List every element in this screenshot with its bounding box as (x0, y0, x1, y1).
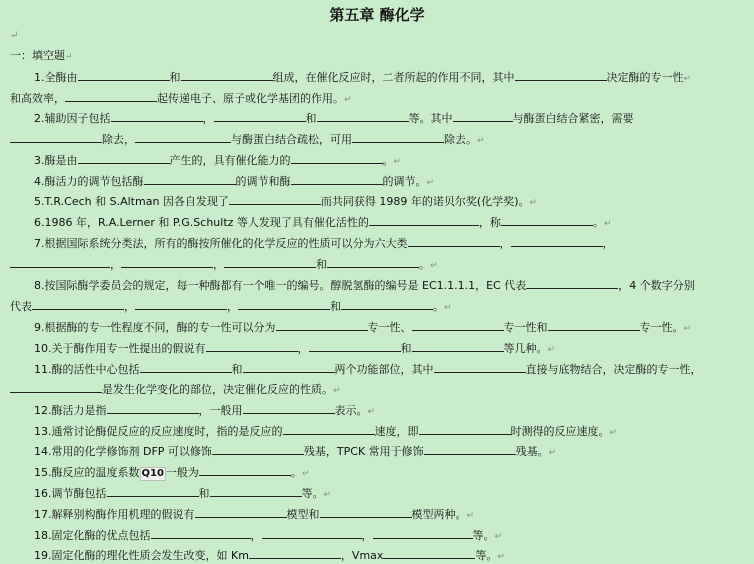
answer-blank[interactable] (373, 527, 473, 539)
question-19: 19.固定化酶的理化性质会发生改变，如 Km ，Vmax 等。↵ (34, 549, 505, 562)
answer-blank[interactable] (199, 464, 291, 476)
answer-blank[interactable] (243, 402, 335, 414)
answer-blank[interactable] (515, 69, 607, 81)
answer-blank[interactable] (501, 214, 593, 226)
answer-blank[interactable] (65, 90, 157, 102)
chapter-title: 第五章 酶化学 (329, 6, 425, 24)
question-2-cont: 除去， 与酶蛋白结合疏松，可用 除去。↵ (10, 131, 485, 148)
answer-blank[interactable] (369, 214, 479, 226)
answer-blank[interactable] (229, 193, 321, 205)
answer-blank[interactable] (341, 298, 433, 310)
answer-blank[interactable] (206, 340, 298, 352)
answer-blank[interactable] (121, 256, 213, 268)
answer-blank[interactable] (243, 361, 335, 373)
question-11: 11.酶的活性中心包括 和 两个功能部位，其中 直接与底物结合，决定酶的专一性， (34, 363, 702, 376)
answer-blank[interactable] (210, 485, 302, 497)
answer-blank[interactable] (511, 235, 603, 247)
answer-blank[interactable] (548, 319, 640, 331)
answer-blank[interactable] (424, 443, 516, 455)
question-15: 15.酶反应的温度系数 Q10 一般为 。↵ (34, 466, 310, 479)
answer-blank[interactable] (352, 131, 444, 143)
question-8-cont: 代表 ， ， 和 。↵ (10, 300, 452, 313)
question-1: 1.全酶由 和 组成，在催化反应时，二者所起的作用不同，其中 决定酶的专一性↵ (34, 71, 692, 84)
answer-blank[interactable] (181, 69, 273, 81)
question-1-cont: 和高效率， 起传递电子、原子或化学基团的作用。↵ (10, 92, 352, 105)
question-7-cont: ， ， 和 。↵ (10, 256, 438, 273)
answer-blank[interactable] (526, 277, 618, 289)
question-5: 5.T.R.Cech 和 S.Altman 因各自发现了 而共同获得 1989 年的诺贝尔奖(化学奖)。↵ (34, 195, 538, 208)
question-11-cont: 是发生化学变化的部位，决定催化反应的性质。↵ (10, 381, 341, 398)
question-7: 7.根据国际系统分类法，所有的酶按所催化的化学反应的性质可以分为六大类 ， ， (34, 237, 614, 250)
answer-blank[interactable] (317, 110, 409, 122)
answer-blank[interactable] (419, 423, 511, 435)
answer-blank[interactable] (238, 298, 330, 310)
answer-blank[interactable] (453, 110, 513, 122)
question-16: 16.调节酶包括 和 等。↵ (34, 487, 332, 500)
question-9: 9.根据酶的专一性程度不同，酶的专一性可以分为 专一性、 专一性和 专一性。↵ (34, 321, 692, 334)
answer-blank[interactable] (10, 256, 110, 268)
answer-blank[interactable] (291, 152, 383, 164)
answer-blank[interactable] (383, 547, 475, 559)
question-10: 10.关于酶作用专一性提出的假说有 ， 和 等几种。↵ (34, 342, 556, 355)
answer-blank[interactable] (249, 547, 341, 559)
answer-blank[interactable] (144, 173, 236, 185)
answer-blank[interactable] (151, 527, 251, 539)
question-18: 18.固定化酶的优点包括 ， ， 等。↵ (34, 529, 503, 542)
answer-blank[interactable] (276, 319, 368, 331)
answer-blank[interactable] (135, 131, 231, 143)
answer-blank[interactable] (224, 256, 316, 268)
answer-blank[interactable] (309, 340, 401, 352)
corner-mark: ↵ (10, 30, 19, 41)
question-13: 13.通常讨论酶促反应的反应速度时，指的是反应的 速度，即 时测得的反应速度。↵ (34, 425, 618, 438)
answer-blank[interactable] (10, 131, 102, 143)
section-heading: 一：填空题↵ (10, 49, 73, 62)
q10-symbol: Q10 (141, 468, 164, 479)
answer-blank[interactable] (111, 110, 203, 122)
answer-blank[interactable] (262, 527, 362, 539)
answer-blank[interactable] (283, 423, 375, 435)
answer-blank[interactable] (32, 298, 124, 310)
question-2: 2.辅助因子包括 ， 和 等。其中 与酶蛋白结合紧密，需要 (34, 112, 634, 125)
answer-blank[interactable] (320, 506, 412, 518)
answer-blank[interactable] (78, 152, 170, 164)
paragraph-mark: ↵ (65, 52, 73, 62)
question-3: 3.酶是由 产生的，具有催化能力的 。↵ (34, 154, 402, 167)
question-8: 8.按国际酶学委员会的规定，每一种酶都有一个唯一的编号。醇脱氢酶的编号是 EC1.1.1.1，EC 代表 ，4 个数字分别 (34, 279, 695, 292)
answer-blank[interactable] (412, 319, 504, 331)
answer-blank[interactable] (107, 485, 199, 497)
answer-blank[interactable] (195, 506, 287, 518)
answer-blank[interactable] (327, 256, 419, 268)
question-4: 4.酶活力的调节包括酶 的调节和酶 的调节。↵ (34, 175, 435, 188)
question-12: 12.酶活力是指 ，一般用 表示。↵ (34, 404, 376, 417)
question-6: 6.1986 年，R.A.Lerner 和 P.G.Schultz 等人发现了具有催化活性的 ，称 。↵ (34, 216, 612, 229)
answer-blank[interactable] (212, 443, 304, 455)
answer-blank[interactable] (107, 402, 199, 414)
answer-blank[interactable] (78, 69, 170, 81)
question-14: 14.常用的化学修饰剂 DFP 可以修饰 残基，TPCK 常用于修饰 残基。↵ (34, 445, 557, 458)
answer-blank[interactable] (434, 361, 526, 373)
answer-blank[interactable] (135, 298, 227, 310)
answer-blank[interactable] (408, 235, 500, 247)
answer-blank[interactable] (10, 381, 102, 393)
answer-blank[interactable] (140, 361, 232, 373)
question-17: 17.解释别构酶作用机理的假说有 模型和 模型两种。↵ (34, 508, 475, 521)
answer-blank[interactable] (412, 340, 504, 352)
answer-blank[interactable] (291, 173, 383, 185)
answer-blank[interactable] (214, 110, 306, 122)
